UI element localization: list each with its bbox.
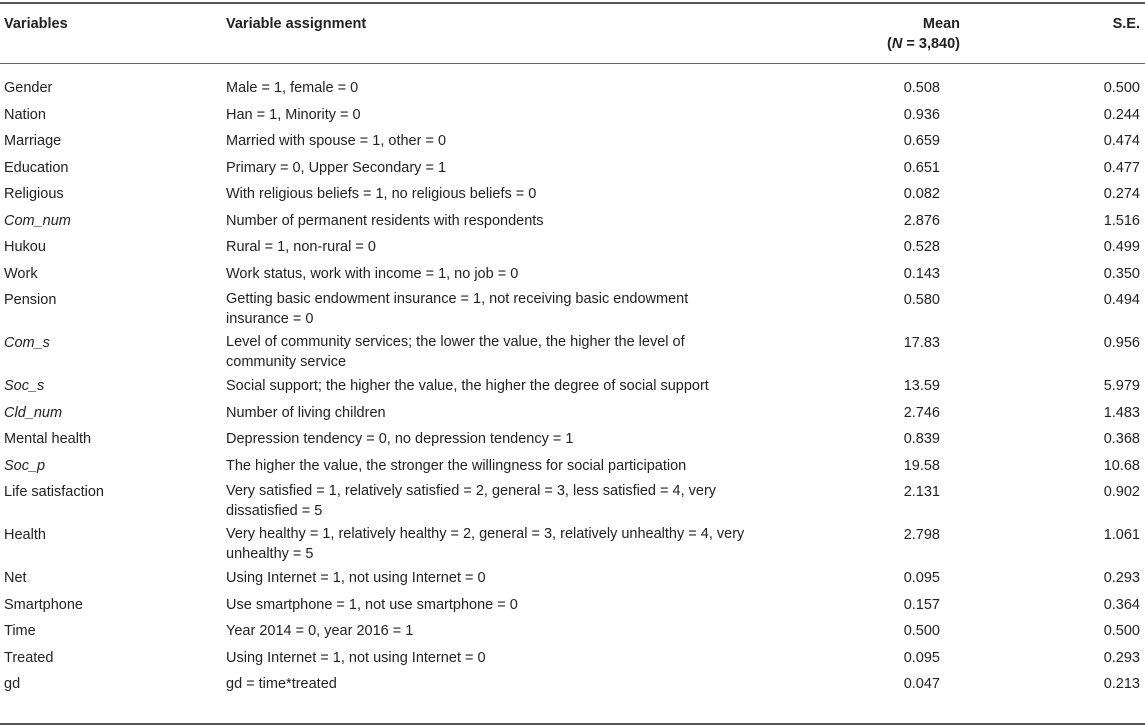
header-mean-open: ( — [887, 36, 892, 52]
table-row — [0, 673, 1145, 700]
variable-cell: Cld_num — [4, 404, 63, 421]
mean-cell: 19.58 — [903, 457, 940, 474]
assignment-cell: Number of permanent residents with respondents — [226, 212, 544, 229]
variable-cell: Religious — [4, 186, 64, 202]
mean-cell: 0.528 — [903, 239, 940, 255]
header-mean-n-symbol: N — [891, 36, 903, 52]
variable-cell: Net — [4, 570, 27, 586]
table-row — [0, 647, 1145, 674]
table-row — [0, 481, 1145, 524]
assignment-cell: Use smartphone = 1, not use smartphone = 0 — [226, 596, 518, 613]
variable-cell: Time — [4, 623, 36, 639]
mean-cell: 0.157 — [903, 596, 940, 613]
se-cell: 0.956 — [1103, 335, 1140, 351]
variable-cell: Life satisfaction — [4, 484, 104, 500]
variable-cell: Soc_s — [4, 378, 45, 394]
mean-cell: 13.59 — [903, 378, 940, 394]
variable-cell: Treated — [4, 649, 54, 666]
table-row — [0, 455, 1145, 482]
se-cell: 1.483 — [1103, 404, 1140, 421]
mean-cell: 0.508 — [903, 80, 940, 96]
header-mean — [800, 14, 960, 54]
table-row — [0, 210, 1145, 237]
variable-cell: Gender — [4, 80, 53, 96]
variable-cell: Mental health — [4, 431, 92, 447]
header-mean-label: Mean — [922, 16, 960, 32]
mean-cell: 0.651 — [903, 159, 940, 176]
mean-cell: 17.83 — [903, 335, 940, 351]
variable-cell: Com_num — [4, 212, 71, 229]
table-row — [0, 332, 1145, 375]
mean-cell: 0.095 — [903, 649, 940, 666]
variable-cell: gd — [4, 676, 21, 692]
table-row — [0, 567, 1145, 594]
assignment-cell: Very healthy = 1, relatively healthy = 2, general = 3, relatively unhealthy = 4, very unhealthy = 5 — [226, 526, 745, 562]
header-mean-n — [800, 34, 960, 54]
mean-cell: 2.131 — [903, 484, 940, 500]
assignment-cell: Number of living children — [226, 404, 386, 421]
se-cell: 1.061 — [1103, 527, 1140, 543]
variable-cell: Smartphone — [4, 596, 83, 613]
se-cell: 0.494 — [1103, 292, 1140, 308]
mean-cell: 0.143 — [903, 265, 940, 282]
table-row — [0, 236, 1145, 263]
assignment-cell: Male = 1, female = 0 — [226, 80, 359, 96]
assignment-cell: Rural = 1, non-rural = 0 — [226, 239, 376, 255]
table-row — [0, 263, 1145, 290]
variable-cell: Education — [4, 159, 69, 176]
table-header-rule — [0, 63, 1145, 64]
mean-cell: 0.839 — [903, 431, 940, 447]
assignment-cell: gd = time*treated — [226, 676, 337, 692]
variable-cell: Nation — [4, 106, 46, 123]
header-variables: Variables — [4, 16, 68, 32]
table-row — [0, 289, 1145, 332]
mean-cell: 0.936 — [903, 106, 940, 123]
assignment-cell: The higher the value, the stronger the willingness for social participation — [226, 457, 687, 474]
table-row — [0, 594, 1145, 621]
assignment-cell: Depression tendency = 0, no depression tendency = 1 — [226, 431, 574, 447]
table-row — [0, 77, 1145, 104]
assignment-cell: Han = 1, Minority = 0 — [226, 106, 361, 123]
mean-cell: 0.500 — [903, 623, 940, 639]
se-cell: 5.979 — [1103, 378, 1140, 394]
variable-cell: Pension — [4, 292, 57, 308]
table-row — [0, 428, 1145, 455]
assignment-cell: Married with spouse = 1, other = 0 — [226, 133, 447, 149]
mean-cell: 2.876 — [903, 212, 940, 229]
se-cell: 0.368 — [1103, 431, 1140, 447]
se-cell: 0.477 — [1103, 159, 1140, 176]
header-mean-n-value: = 3,840) — [902, 36, 960, 52]
table-row — [0, 524, 1145, 567]
assignment-cell: Using Internet = 1, not using Internet = 0 — [226, 649, 486, 666]
table-row — [0, 183, 1145, 210]
assignment-cell: Using Internet = 1, not using Internet = 0 — [226, 570, 486, 586]
table-bottom-rule — [0, 723, 1145, 725]
mean-cell: 2.746 — [903, 404, 940, 421]
se-cell: 0.293 — [1103, 570, 1140, 586]
table-body — [0, 77, 1145, 700]
assignment-cell: Very satisfied = 1, relatively satisfied = 2, general = 3, less satisfied = 4, very dissatisfied = 5 — [226, 483, 717, 519]
se-cell: 0.213 — [1103, 676, 1140, 692]
table-top-rule — [0, 2, 1145, 4]
se-cell: 0.499 — [1103, 239, 1140, 255]
table-row — [0, 104, 1145, 131]
variable-cell: Work — [4, 265, 38, 282]
variable-cell: Marriage — [4, 133, 62, 149]
se-cell: 0.902 — [1103, 484, 1140, 500]
table-row — [0, 402, 1145, 429]
mean-cell: 0.580 — [903, 292, 940, 308]
mean-cell: 2.798 — [903, 527, 940, 543]
table-row — [0, 620, 1145, 647]
variable-cell: Soc_p — [4, 457, 46, 474]
se-cell: 0.350 — [1103, 265, 1140, 282]
assignment-cell: Getting basic endowment insurance = 1, not receiving basic endowment insurance = 0 — [226, 291, 689, 327]
assignment-cell: Primary = 0, Upper Secondary = 1 — [226, 159, 447, 176]
mean-cell: 0.082 — [903, 186, 940, 202]
variable-cell: Com_s — [4, 335, 50, 351]
header-variable-assignment: Variable assignment — [226, 16, 367, 32]
se-cell: 0.293 — [1103, 649, 1140, 666]
se-cell: 0.500 — [1103, 80, 1140, 96]
table-row — [0, 157, 1145, 184]
header-se: S.E. — [1112, 16, 1140, 32]
se-cell: 10.68 — [1103, 457, 1140, 474]
variable-cell: Hukou — [4, 239, 46, 255]
se-cell: 0.244 — [1103, 106, 1140, 123]
mean-cell: 0.659 — [903, 133, 940, 149]
table-row — [0, 130, 1145, 157]
mean-cell: 0.095 — [903, 570, 940, 586]
assignment-cell: Work status, work with income = 1, no job = 0 — [226, 265, 519, 282]
assignment-cell: With religious beliefs = 1, no religious beliefs = 0 — [226, 186, 537, 202]
assignment-cell: Social support; the higher the value, the higher the degree of social support — [226, 378, 709, 394]
se-cell: 0.364 — [1103, 596, 1140, 613]
se-cell: 1.516 — [1103, 212, 1140, 229]
variable-cell: Health — [4, 527, 46, 543]
se-cell: 0.274 — [1103, 186, 1140, 202]
table-row — [0, 375, 1145, 402]
assignment-cell: Level of community services; the lower the value, the higher the level of community service — [226, 334, 685, 370]
se-cell: 0.474 — [1103, 133, 1140, 149]
mean-cell: 0.047 — [903, 676, 940, 692]
assignment-cell: Year 2014 = 0, year 2016 = 1 — [226, 623, 414, 639]
se-cell: 0.500 — [1103, 623, 1140, 639]
